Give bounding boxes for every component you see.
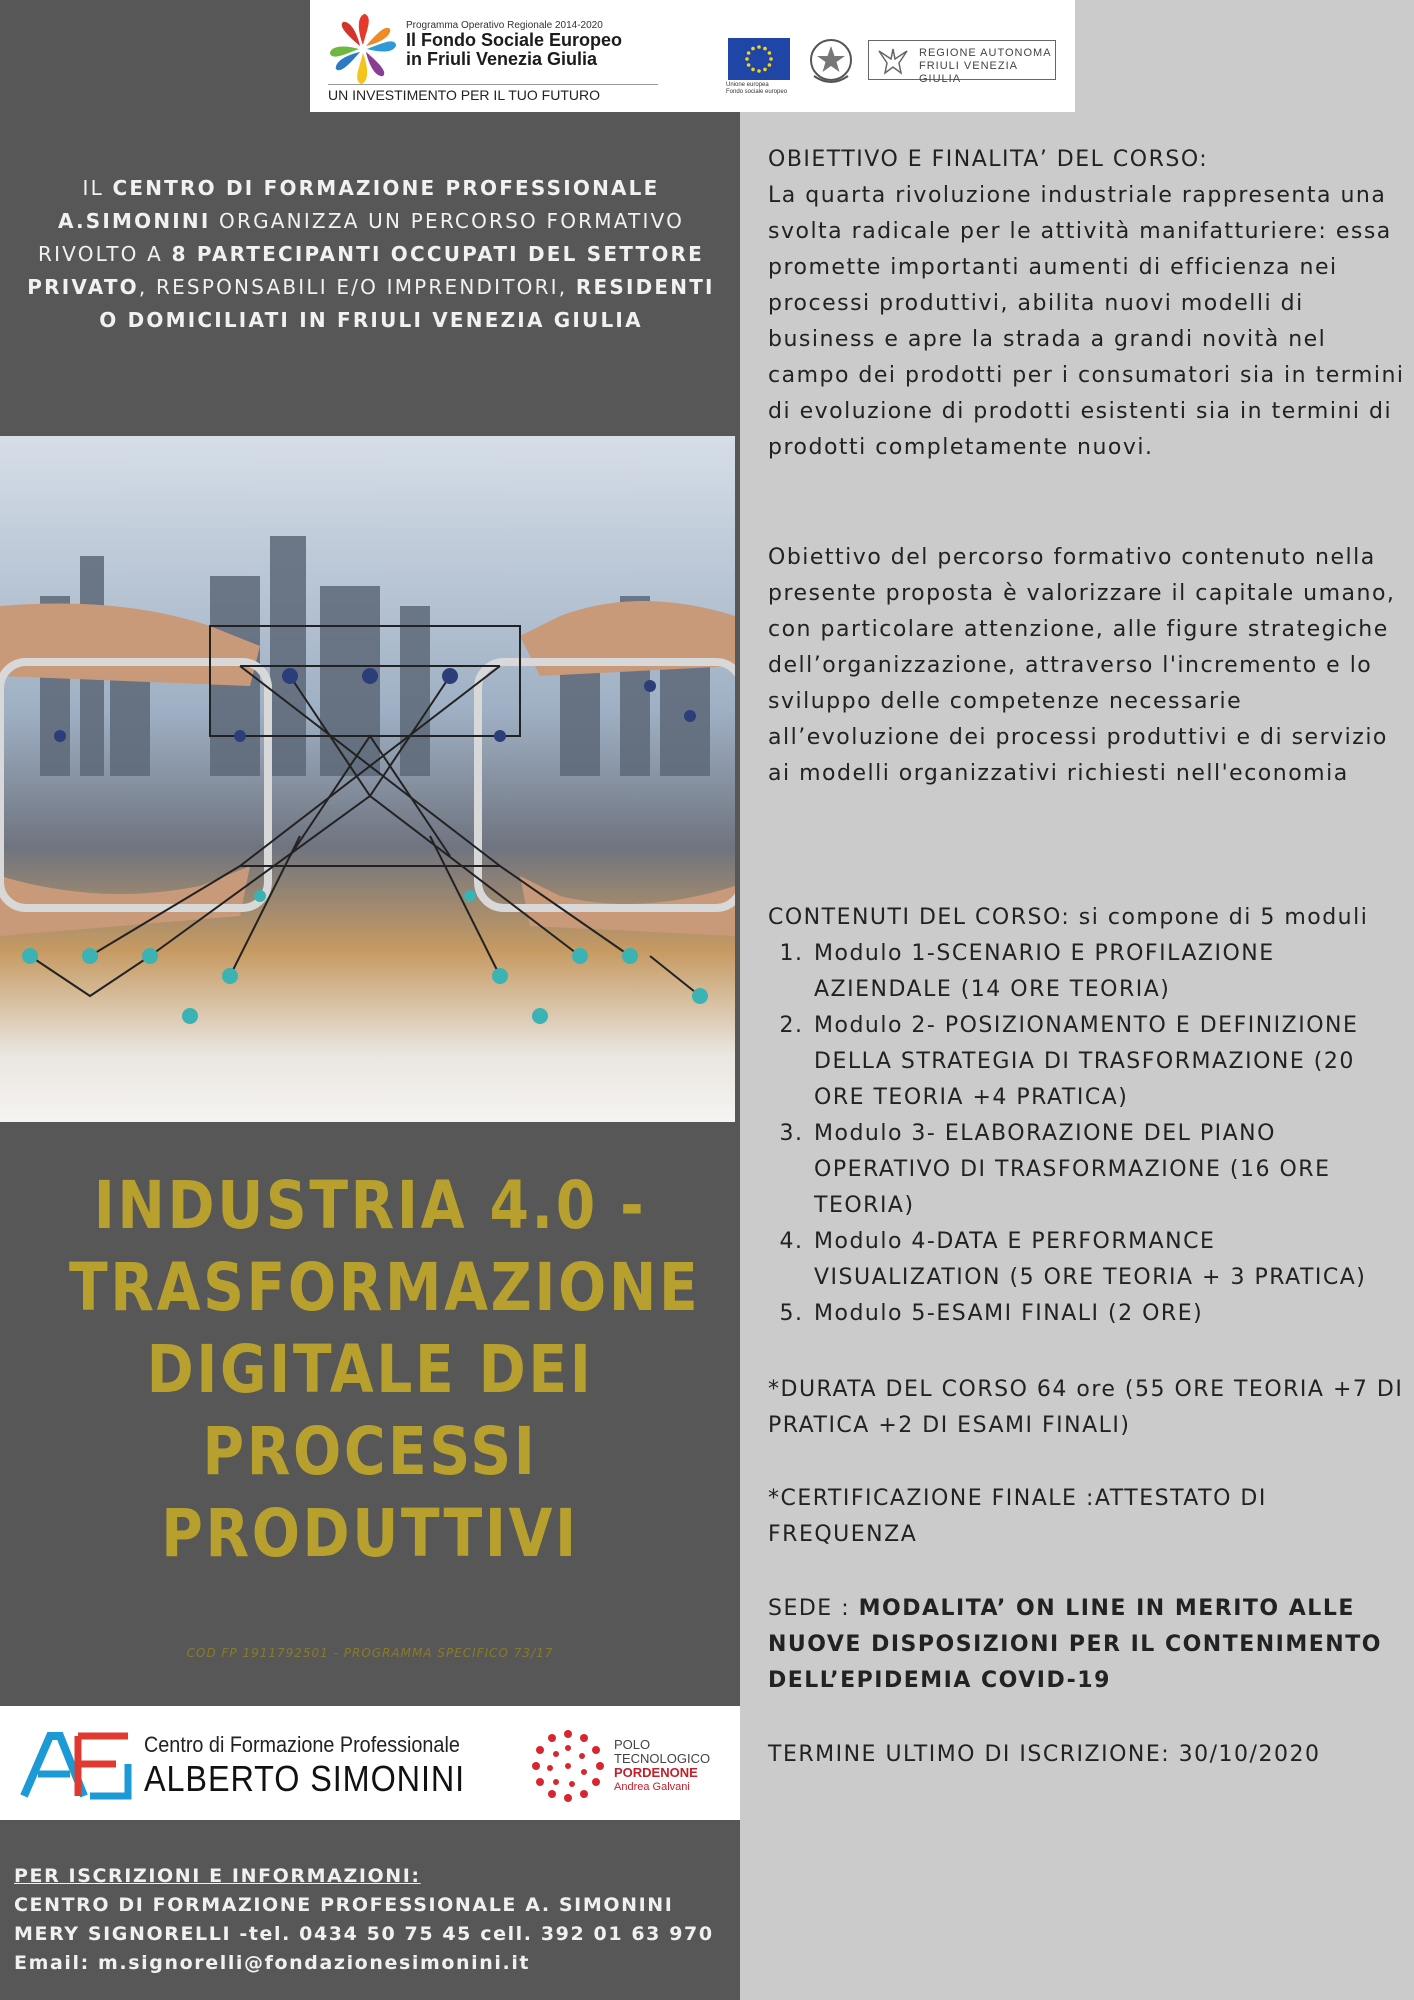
- fse-title-line2: in Friuli Venezia Giulia: [406, 49, 598, 69]
- eu-caption-line2: Fondo sociale europeo: [726, 89, 788, 95]
- objective-text-1: La quarta rivoluzione industriale rappresenta una svolta radicale per le attività manifatturiere: essa promette importanti aumenti di efficienza nei processi produttivi, abilita nuovi modelli di business e apre la strada a grandi novità nel campo dei prodotti per i consumatori sia in termini di evoluzione di prodotti esistenti sia in termini di prodotti completamente nuovi.: [768, 183, 1405, 460]
- polo-line3: PORDENONE: [614, 1765, 698, 1780]
- program-label: Programma Operativo Regionale 2014-2020: [406, 20, 603, 31]
- industry-photo: [0, 436, 735, 1122]
- modules-list: [812, 936, 1408, 1332]
- title-line-3: DIGITALE DEI: [146, 1331, 594, 1408]
- module-item: 2. Modulo 2- POSIZIONAMENTO E DEFINIZIONE DELLA STRATEGIA DI TRASFORMAZIONE (20 ORE TEORIA +4 PRATICA): [812, 1008, 1408, 1116]
- eu-flag-icon: [728, 38, 790, 80]
- italian-republic-emblem-icon: [806, 36, 856, 88]
- module-item: 5. Modulo 5-ESAMI FINALI (2 ORE): [812, 1296, 1408, 1332]
- intro-bold-1: CENTRO DI FORMAZIONE PROFESSIONALE A.SIMONINI: [57, 176, 660, 233]
- polo-line1: POLO: [614, 1737, 651, 1752]
- sede-value: MODALITA’ ON LINE IN MERITO ALLE NUOVE DISPOSIZIONI PER IL CONTENIMENTO DELL’EPIDEMIA COVID-19: [768, 1596, 1382, 1693]
- smartphones-network-illustration: [0, 436, 735, 1122]
- course-title: [69, 1165, 701, 1575]
- objective-heading: OBIETTIVO E FINALITA’ DEL CORSO:: [768, 147, 1209, 172]
- objective-section: [768, 142, 1408, 466]
- enrollment-deadline: TERMINE ULTIMO DI ISCRIZIONE: 30/10/2020: [768, 1742, 1321, 1767]
- fse-text-block: [406, 20, 656, 69]
- contents-heading: CONTENUTI DEL CORSO: si compone di 5 moduli: [768, 905, 1369, 930]
- module-item: 1. Modulo 1-SCENARIO E PROFILAZIONE AZIENDALE (14 ORE TEORIA): [812, 936, 1408, 1008]
- regione-line1: REGIONE AUTONOMA: [919, 47, 1052, 59]
- polo-line2: TECNOLOGICO: [614, 1751, 711, 1766]
- eu-caption-line1: Unione europea: [726, 82, 769, 88]
- title-line-5: PRODUTTIVI: [161, 1495, 579, 1572]
- contacts-heading: PER ISCRIZIONI E INFORMAZIONI:: [14, 1865, 421, 1887]
- intro-text-3: , RESPONSABILI E/O IMPRENDITORI,: [138, 275, 576, 299]
- fse-tagline: UN INVESTIMENTO PER IL TUO FUTURO: [328, 84, 658, 103]
- contact-info: [14, 1862, 734, 1978]
- contents-section: [768, 900, 1408, 1332]
- polo-text: [614, 1738, 710, 1794]
- regione-text: [919, 47, 1055, 86]
- title-line-1: INDUSTRIA 4.0 -: [93, 1167, 647, 1244]
- module-item: 4. Modulo 4-DATA E PERFORMANCE VISUALIZATION (5 ORE TEORIA + 3 PRATICA): [812, 1224, 1408, 1296]
- intro-text-1: IL: [82, 176, 113, 200]
- course-location: [768, 1591, 1408, 1699]
- fse-title-line1: Il Fondo Sociale Europeo: [406, 30, 623, 50]
- simonini-subtitle: Centro di Formazione Professionale: [144, 1732, 460, 1757]
- polo-line4: Andrea Galvani: [614, 1781, 690, 1793]
- intro-bold-3: RESIDENTI O DOMICILIATI IN FRIULI VENEZIA GIULIA: [99, 275, 715, 332]
- eagle-icon: [877, 47, 909, 75]
- title-line-2: TRASFORMAZIONE: [69, 1249, 701, 1326]
- regione-line2: FRIULI VENEZIA GIULIA: [919, 60, 1018, 85]
- afs-logo-icon: [20, 1730, 132, 1800]
- course-duration: *DURATA DEL CORSO 64 ore (55 ORE TEORIA +7 DI PRATICA +2 DI ESAMI FINALI): [768, 1377, 1404, 1438]
- objective-text-2: Obiettivo del percorso formativo contenuto nella presente proposta è valorizzare il capitale umano, con particolare attenzione, alle figure strategiche dell’organizzazione, attraverso l'incremento e lo sviluppo delle competenze necessarie all’evoluzione dei processi produttivi e di servizio ai modelli organizzativi richiesti nell'economia: [768, 545, 1396, 786]
- intro-bold-2: 8 PARTECIPANTI OCCUPATI DEL SETTORE PRIVATO: [27, 242, 705, 299]
- regione-logo: [868, 40, 1056, 85]
- contacts-phone: MERY SIGNORELLI -tel. 0434 50 75 45 cell. 392 01 63 970: [14, 1923, 714, 1945]
- contacts-email[interactable]: Email: m.signorelli@fondazionesimonini.it: [14, 1952, 531, 1974]
- eu-caption: [726, 82, 796, 96]
- polo-dots-logo-icon: [528, 1726, 608, 1806]
- final-certification: *CERTIFICAZIONE FINALE :ATTESTATO DI FREQUENZA: [768, 1486, 1267, 1547]
- fse-star-logo-icon: [324, 10, 402, 88]
- module-item: 3. Modulo 3- ELABORAZIONE DEL PIANO OPERATIVO DI TRASFORMAZIONE (16 ORE TEORIA): [812, 1116, 1408, 1224]
- header-banner: [310, 0, 1075, 112]
- intro-paragraph: [26, 172, 716, 337]
- simonini-name: ALBERTO SIMONINI: [144, 1758, 466, 1799]
- sede-label: SEDE :: [768, 1596, 859, 1621]
- contacts-center: CENTRO DI FORMAZIONE PROFESSIONALE A. SIMONINI: [14, 1894, 674, 1916]
- partner-logos: [0, 1706, 740, 1820]
- course-code: COD FP 1911792501 - PROGRAMMA SPECIFICO 73/17: [186, 1646, 554, 1660]
- intro-text-2: ORGANIZZA UN PERCORSO FORMATIVO RIVOLTO A: [37, 209, 685, 266]
- title-line-4: PROCESSI: [202, 1413, 538, 1490]
